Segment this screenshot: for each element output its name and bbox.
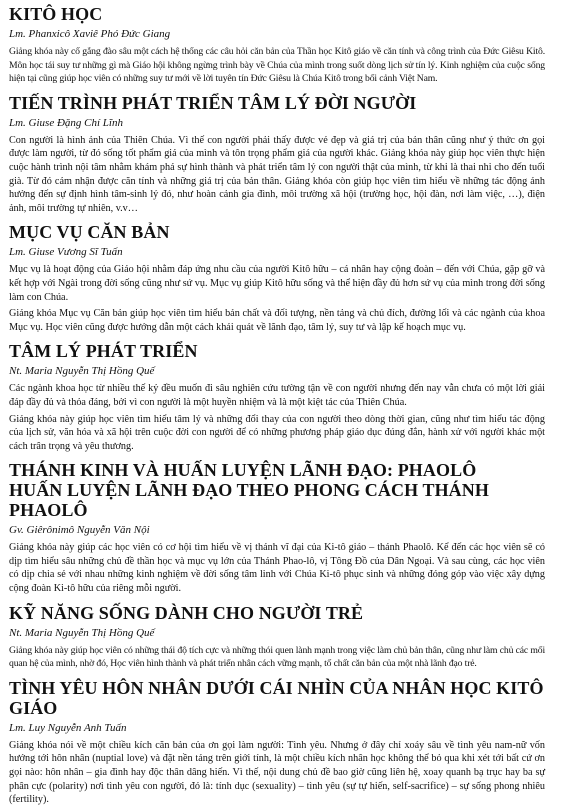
course-title: TÂM LÝ PHÁT TRIỂN <box>9 341 198 362</box>
course-title: KITÔ HỌC <box>9 4 103 24</box>
course-description: Giảng khóa này giúp học viên có những thái độ tích cực và những thói quen lành mạnh trong việc làm chủ bản thân, cũng như làm chủ các mối quan hệ của mình, nhờ đó, Học viên hình thành và phát triển nhân cách vững mạnh, tố chất căn bản của một nhà lãnh đạo trẻ. <box>9 644 545 670</box>
course-title: THÁNH KINH VÀ HUẤN LUYỆN LÃNH ĐẠO: PHAOLÔ <box>9 460 477 481</box>
course-section-psychological-development-life <box>9 93 545 216</box>
course-section-christology <box>9 4 545 86</box>
course-section-marital-love <box>9 678 545 807</box>
course-description: Giảng khóa nói về một chiều kích căn bản của ơn gọi làm người: Tình yêu. Nhưng ở đây chỉ xoáy sâu về tình yêu nam-nữ vốn hướng tới hôn nhân (nuptial love) và đặt nền tảng trên giới tính, là một chiều kích nhân học không thể bỏ qua khi xét tới bất cứ ơn gọi nào: hôn nhân – gia đình hay độc thân dâng hiến. Vì thế, nội dung chủ đề bao giờ cũng liên hệ, xoay quanh bạ trục hay ba sự phân cực (polarity) nơi tình yêu con người, đó là: tính dục (sexuality) – tình yêu (sự tự hiến, self-sacrifice) – sự sống phong nhiêu (fertility). <box>9 739 545 806</box>
course-description: Mục vụ là hoạt động của Giáo hội nhằm đáp ứng nhu cầu của người Kitô hữu – cá nhân hay cộng đoàn – đến với Chúa, gặp gỡ và kết hợp với Ngài trong đời sống cũng như sứ vụ. Mục vụ giúp Kitô hữu sống và thể hiện đầy đủ hơn sứ vụ của mình trong đời sống làm con Chúa. <box>9 264 545 303</box>
course-title: TIẾN TRÌNH PHÁT TRIỂN TÂM LÝ ĐỜI NGƯỜI <box>9 92 417 113</box>
course-lecturer: Lm. Phanxicô Xaviê Phó Đức Giang <box>9 28 171 40</box>
course-lecturer: Gv. Giêrônimô Nguyễn Văn Nội <box>9 524 150 537</box>
course-subtitle: HUẤN LUYỆN LÃNH ĐẠO THEO PHONG CÁCH THÁNH PHAOLÔ <box>9 480 489 521</box>
course-title: KỸ NĂNG SỐNG DÀNH CHO NGƯỜI TRẺ <box>9 602 364 623</box>
course-title: MỤC VỤ CĂN BẢN <box>9 222 170 243</box>
course-description: Giảng khóa này giúp các học viên có cơ hội tìm hiểu về vị thánh vĩ đại của Ki-tô giáo – thánh Phaolô. Kể đến các học viên sẽ có dịp tìm hiểu sâu những chủ đề thần học và mục vụ lớn của Thánh Phao-lô, vị Tông Đồ của Dân Ngoại. Và sau cùng, các học viên có dịp chia sẻ với nhau những kinh nghiệm về đời sống tâm linh với Chúa Ki-tô phục sinh và những đóng góp vào việc xây dựng cộng đoàn Ki-tô hữu của riêng mỗi người. <box>9 542 545 595</box>
course-lecturer: Nt. Maria Nguyễn Thị Hồng Quế <box>9 365 155 378</box>
course-description: Giảng khóa này giúp học viên tìm hiểu tâm lý và những đổi thay của con người theo dòng thời gian, cũng như tìm hiểu tác động của lịch sử, văn hóa và xã hội trên cuộc đời con người để có những phương pháp giáo dục đúng đắn, hành xử với người khác một cách trân trọng và yêu thương. <box>9 413 545 452</box>
course-lecturer: Lm. Giuse Vương Sĩ Tuấn <box>9 246 123 259</box>
course-description: Giảng khóa này cố gắng đào sâu một cách hệ thống các câu hỏi căn bản của Thần học Kitô giáo về căn tính và công trình của Đức Giêsu Kitô. Môn học tái suy tư những gì mà Giáo hội không ngừng trình bày về Chúa của mình trong suốt dòng lịch sử tín lý. Kinh nghiệm của cuộc sống hiện tại cũng giúp học viên có những suy tư mới về lời tuyên tín Đức Giêsu là Chúa Kitô trong bối cảnh Việt Nam. <box>9 46 545 85</box>
course-lecturer: Nt. Maria Nguyễn Thị Hồng Quế <box>9 626 155 639</box>
course-description: Con người là hình ảnh của Thiên Chúa. Vì thế con người phải thấy được vẻ đẹp và giá trị của bản thân cũng như ý thức ơn gọi được làm người, từ đó sống tốt phẩm giá của mình và tôn trọng phẩm giá của người khác. Giảng khóa này giúp học viên thực hiện cuộc hành trình nội tâm nhằm khám phá sự hình thành và phát triển tâm lý con người thật của mình, từ khi là thai nhi cho đến tuổi già. Từ đó cảm nhận được căn tính và những giá trị của bản thân. Giảng khóa còn giúp học viên tìm hiểu về những tác động ảnh hưởng đến sự định hình tâm-sinh lý đó, như hoàn cảnh gia đình, môi trường xã hội (trường học, hội đàn, nơi làm việc, …), điện ảnh, môi trường tự nhiên, v.v… <box>9 134 545 214</box>
course-title: TÌNH YÊU HÔN NHÂN DƯỚI CÁI NHÌN CỦA NHÂN HỌC KITÔ GIÁO <box>9 677 544 718</box>
course-section-life-skills-youth <box>9 603 545 671</box>
course-lecturer: Lm. Luy Nguyễn Anh Tuấn <box>9 721 127 734</box>
course-description: Các ngành khoa học từ nhiều thế kỷ đều muốn đi sâu nghiên cứu tường tận về con người nhưng đến nay vẫn chưa có một lời giải đáp đầy đủ và thỏa đáng, bởi vì con người là một huyền nhiệm và là một kiệt tác của Thiên Chúa. <box>9 383 545 408</box>
course-description: Giảng khóa Mục vụ Căn bản giúp học viên tìm hiểu bản chất và đối tượng, nền tảng và chủ đích, đường lối và các ngành của khoa Mục vụ. Học viên cũng được hướng dẫn một cách khái quát về lãnh đạo, tâm lý, suy tư và lập kế hoạch mục vụ. <box>9 308 545 333</box>
course-lecturer: Lm. Giuse Đặng Chí Lĩnh <box>9 116 123 129</box>
course-section-basic-pastoral <box>9 222 545 334</box>
course-section-developmental-psychology <box>9 341 545 453</box>
course-section-scripture-leadership-paul <box>9 460 545 595</box>
